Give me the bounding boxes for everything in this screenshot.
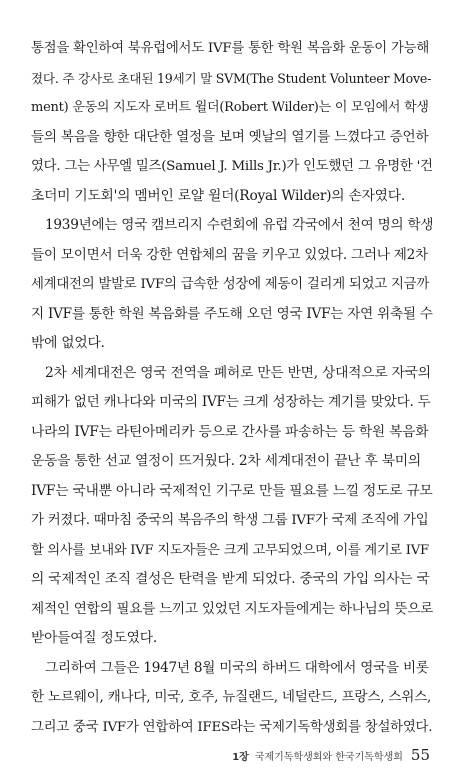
text-line: 세계대전의 발발로 IVF의 급속한 성장에 제동이 걸리게 되었고 지금까 <box>31 277 430 292</box>
text-line: ment) 운동의 지도자 로버트 윌더(Robert Wilder)는 이 모임에서 학생 <box>31 100 429 115</box>
text-line: IVF는 국내뿐 아니라 국제적인 기구로 만들 필요를 느낄 정도로 규모 <box>31 482 433 499</box>
text-line: 운동을 통한 선교 열정이 뜨거웠다. 2차 세계대전이 끝난 후 북미의 <box>31 453 421 469</box>
paragraph-start-line: 2차 세계대전은 영국 전역을 폐허로 만든 반면, 상대적으로 자국의 <box>45 364 431 381</box>
page-footer <box>230 746 430 768</box>
text-line: 였다. 그는 사무엘 밀즈(Samuel J. Mills Jr.)가 인도했던 그 유명한 '건 <box>31 159 433 174</box>
page-number: 55 <box>410 746 430 764</box>
text-line: 제적인 연합의 필요를 느끼고 있었던 지도자들에게는 하나님의 뜻으로 <box>31 600 433 617</box>
text-line: 지 IVF를 통한 학원 복음화를 주도해 오던 영국 IVF는 자연 위축될 수 <box>31 305 433 322</box>
text-line: 받아들여질 정도였다. <box>31 630 157 646</box>
text-line: 한 노르웨이, 캐나다, 미국, 호주, 뉴질랜드, 네덜란드, 프랑스, 스위스, <box>31 689 432 705</box>
text-line: 나라의 IVF는 라틴아메리카 등으로 간사를 파송하는 등 학원 복음화 <box>31 423 429 440</box>
text-line: 그리고 중국 IVF가 연합하여 IFES라는 국제기독학생회를 창설하였다. <box>31 719 433 735</box>
paragraph-start-line: 1939년에는 영국 캠브리지 수련회에 유럽 각국에서 천여 명의 학생 <box>45 217 433 233</box>
body-text <box>31 34 433 742</box>
text-line: 의 국제적인 조직 결성은 탄력을 받게 되었다. 중국의 가입 의사는 국 <box>31 571 430 587</box>
text-line: 통점을 확인하여 북유럽에서도 IVF를 통한 학원 복음화 운동이 가능해 <box>31 41 430 56</box>
paragraph-start-line: 그리하여 그들은 1947년 8월 미국의 하버드 대학에서 영국을 비롯 <box>45 659 429 676</box>
text-line: 할 의사를 보내와 IVF 지도자들은 크게 고무되었으며, 이를 계기로 IVF <box>31 542 429 558</box>
chapter-label: 1장 <box>232 752 249 763</box>
text-line: 들의 복음을 향한 대단한 열정을 보며 옛날의 열기를 느꼈다고 증언하 <box>31 128 429 145</box>
text-line: 가 커졌다. 때마침 중국의 복음주의 학생 그룹 IVF가 국제 조직에 가입 <box>31 513 429 528</box>
text-line: 초더미 기도회'의 멤버인 로얄 윌더(Royal Wilder)의 손자였다. <box>31 187 405 204</box>
running-title: 국제기독학생회와 한국기독학생회 <box>254 752 403 763</box>
text-line: 피해가 없던 캐나다와 미국의 IVF는 크게 성장하는 계기를 맞았다. 두 <box>31 394 431 410</box>
text-line: 들이 모이면서 더욱 강한 연합체의 꿈을 키우고 있었다. 그러나 제2차 <box>31 246 428 263</box>
text-line: 밖에 없었다. <box>31 335 105 351</box>
text-line: 졌다. 주 강사로 초대된 19세기 말 SVM(The Student Volunteer Move- <box>31 70 432 86</box>
